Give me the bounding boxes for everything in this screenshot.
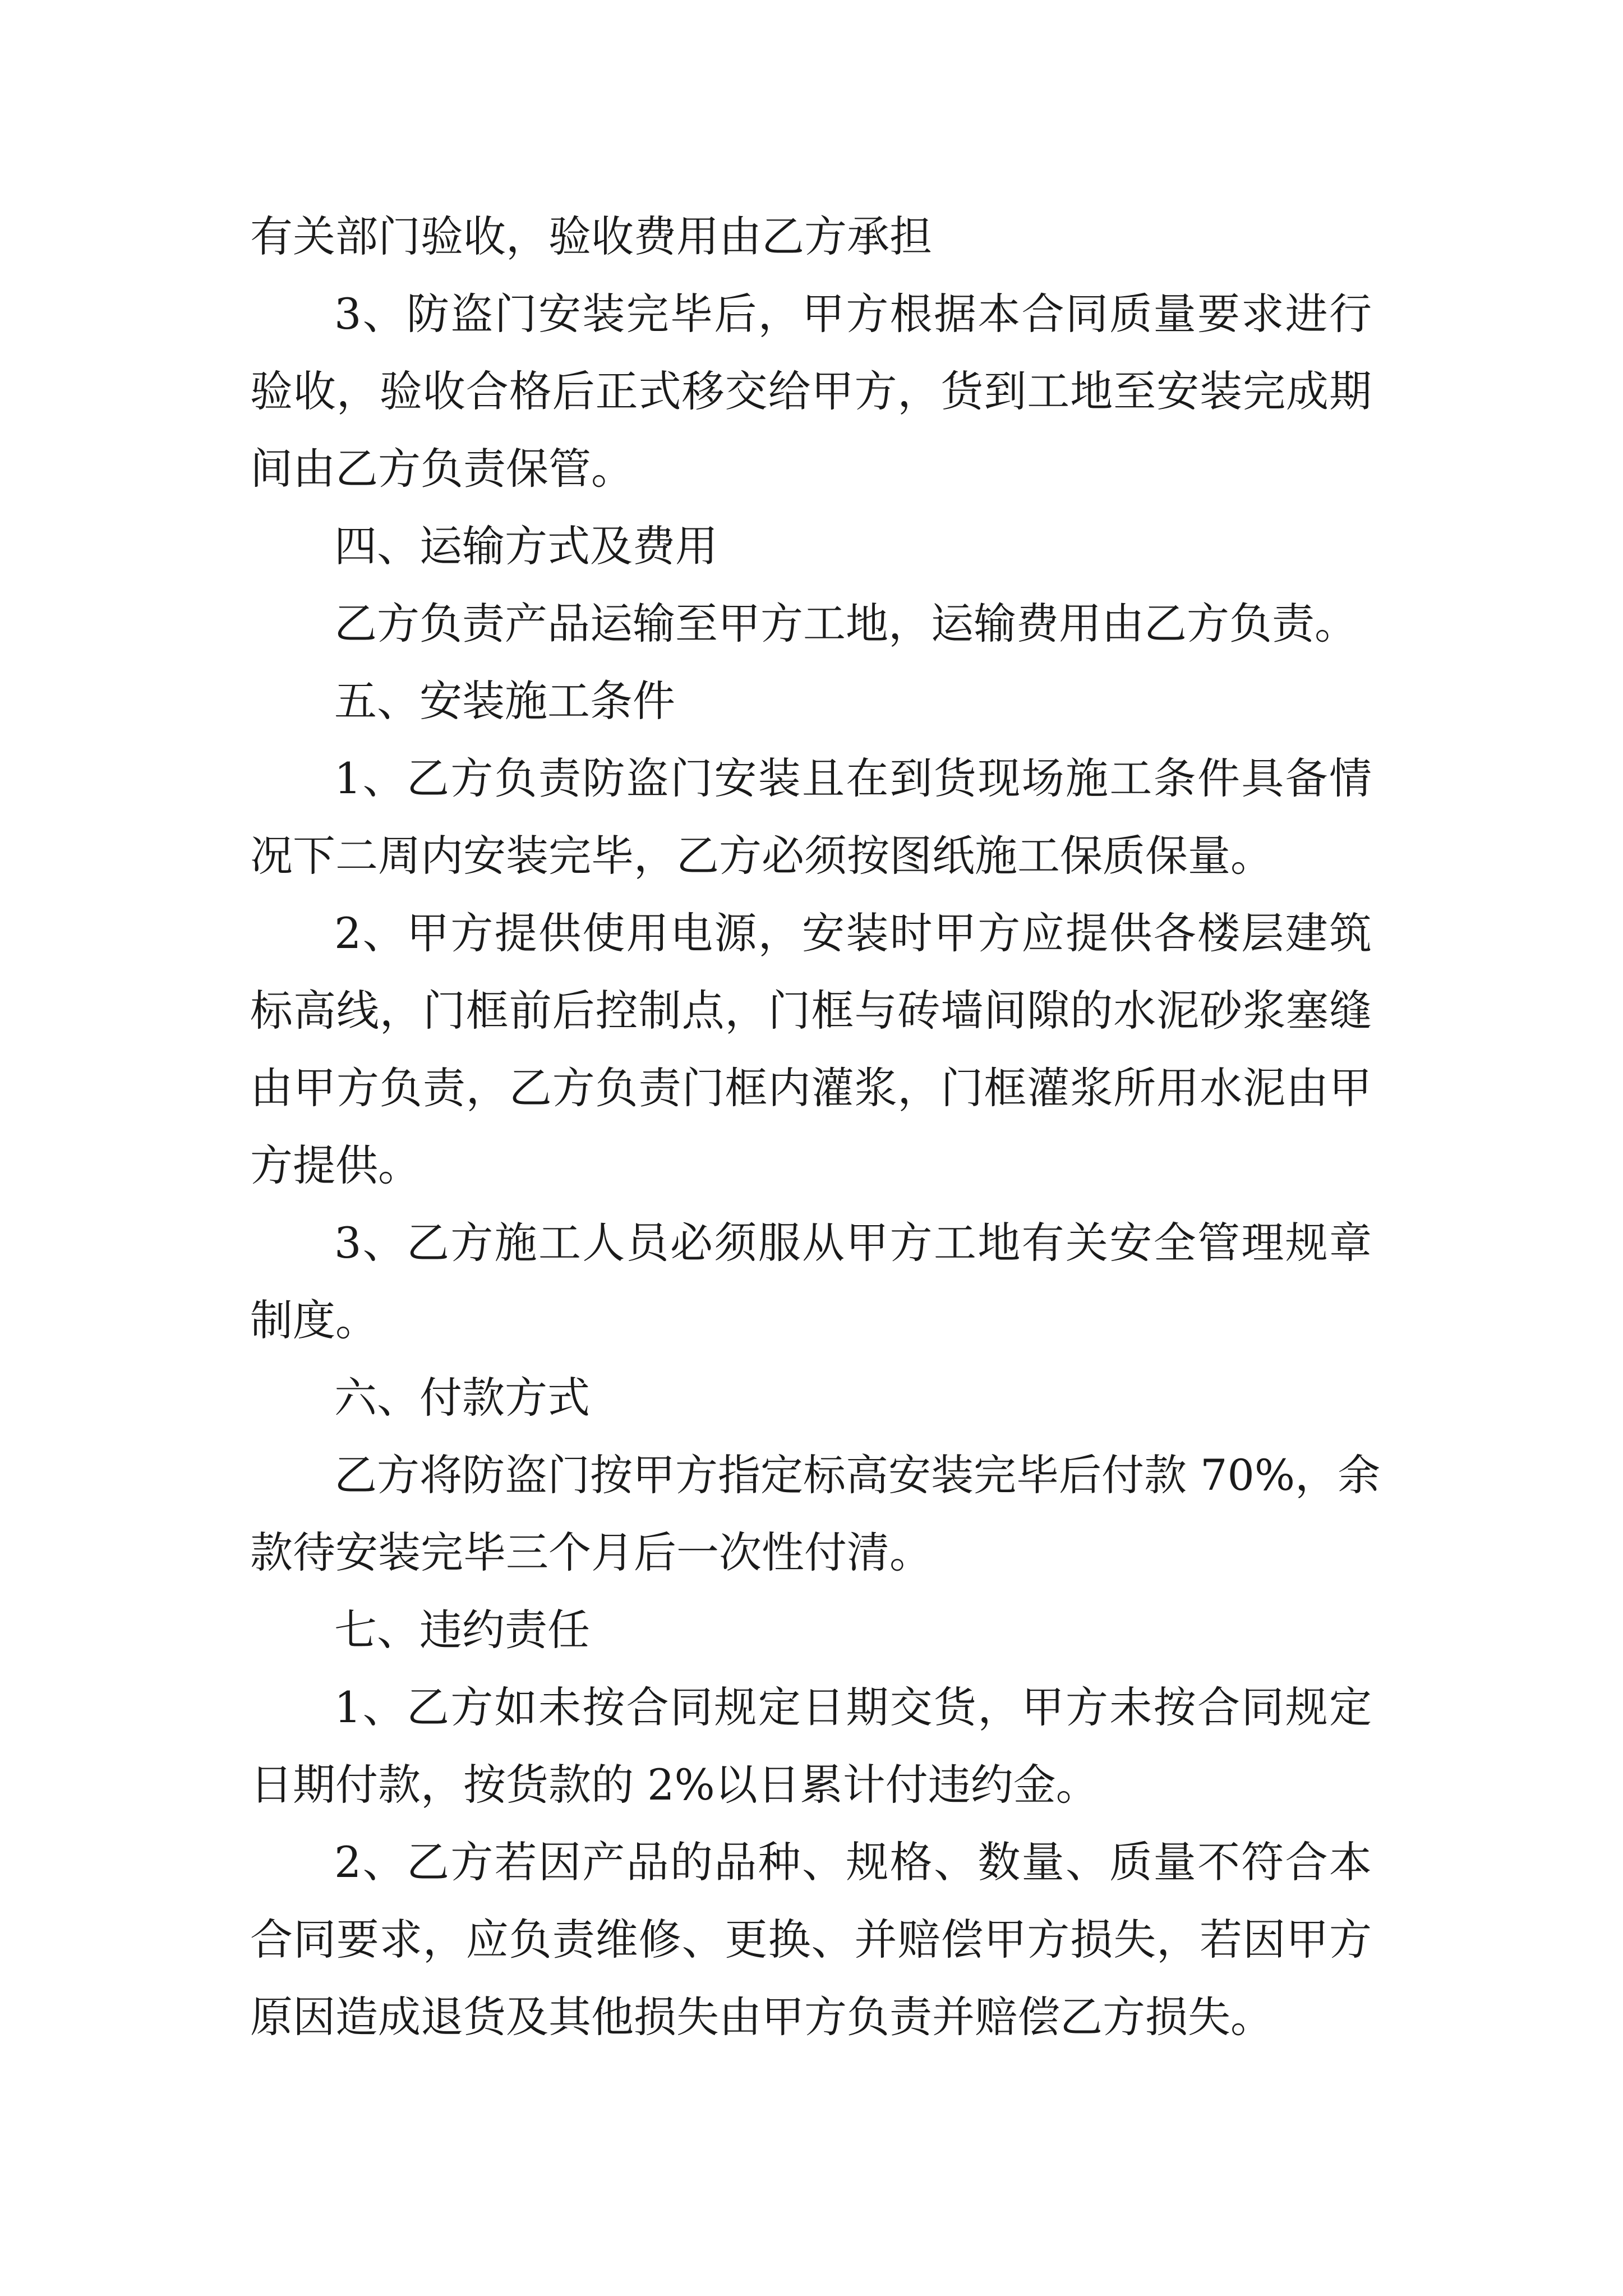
text-line: 合同要求，应负责维修、更换、并赔偿甲方损失，若因甲方 [250,1915,1372,1964]
text-line: 3、防盗门安装完毕后，甲方根据本合同质量要求进行 [334,289,1372,339]
text-line: 乙方负责产品运输至甲方工地，运输费用由乙方负责。 [334,599,1357,648]
section-heading: 七、违约责任 [334,1605,590,1655]
text-line: 由甲方负责，乙方负责门框内灌浆，门框灌浆所用水泥由甲 [250,1063,1372,1113]
text-line: 验收，验收合格后正式移交给甲方，货到工地至安装完成期 [250,366,1372,416]
text-line: 原因造成退货及其他损失由甲方负责并赔偿乙方损失。 [250,1992,1273,2042]
section-heading: 五、安装施工条件 [334,676,675,726]
text-line: 制度。 [250,1295,378,1345]
text-line: 日期付款，按货款的 2%以日累计付违约金。 [250,1760,1099,1810]
text-line: 1、乙方如未按合同规定日期交货，甲方未按合同规定 [334,1682,1372,1732]
text-line: 2、乙方若因产品的品种、规格、数量、质量不符合本 [334,1837,1372,1887]
text-line: 况下二周内安装完毕，乙方必须按图纸施工保质保量。 [250,831,1273,881]
text-line: 方提供。 [250,1140,421,1190]
text-line: 乙方将防盗门按甲方指定标高安装完毕后付款 70%，余 [334,1450,1381,1500]
section-heading: 六、付款方式 [334,1373,590,1423]
text-line: 1、乙方负责防盗门安装且在到货现场施工条件具备情 [334,753,1372,803]
text-line: 标高线，门框前后控制点，门框与砖墙间隙的水泥砂浆塞缝 [250,986,1372,1036]
text-line: 款待安装完毕三个月后一次性付清。 [250,1527,932,1577]
text-line: 3、乙方施工人员必须服从甲方工地有关安全管理规章 [334,1218,1372,1268]
text-line: 间由乙方负责保管。 [250,444,634,494]
text-line: 2、甲方提供使用电源，安装时甲方应提供各楼层建筑 [334,908,1372,958]
text-line: 有关部门验收，验收费用由乙方承担 [250,211,932,261]
section-heading: 四、运输方式及费用 [334,521,718,571]
